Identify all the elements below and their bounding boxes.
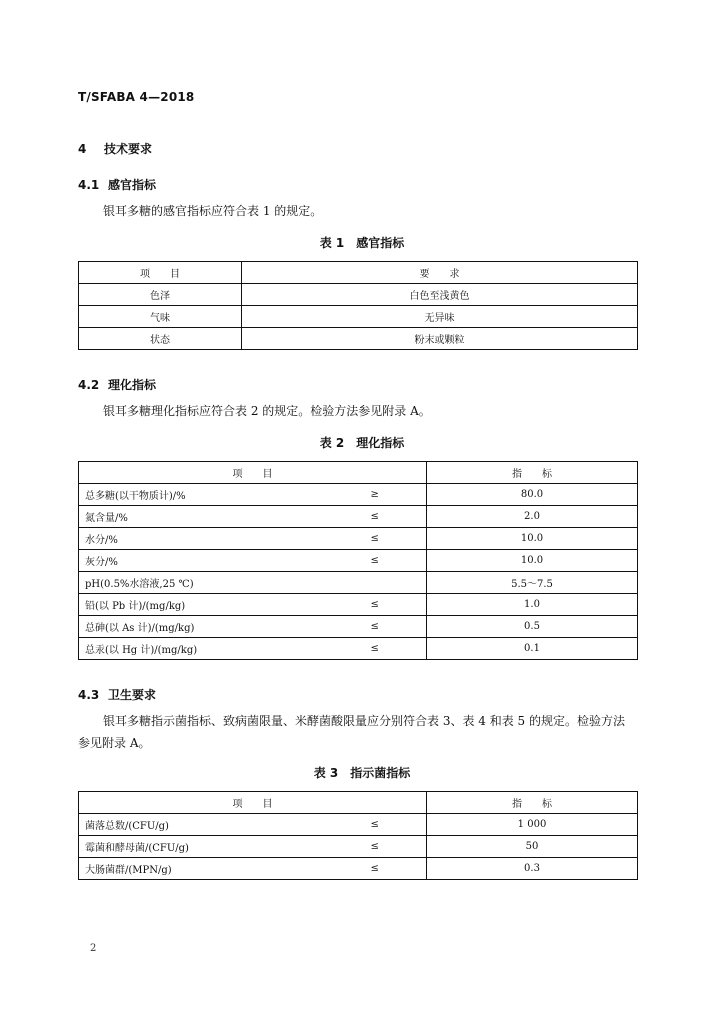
section-number: 4.2: [78, 378, 100, 392]
table-header-row: [79, 792, 638, 814]
comparator-cell: ≤: [324, 616, 427, 638]
table-row: [79, 814, 638, 836]
comparator-cell: ≤: [324, 506, 427, 528]
item-cell: 灰分/%: [79, 550, 324, 572]
value-cell: 0.5: [427, 616, 638, 638]
comparator-cell: [324, 572, 427, 594]
comparator-cell: ≤: [324, 550, 427, 572]
value-cell: 80.0: [427, 484, 638, 506]
table-row: [79, 836, 638, 858]
section-4-3-text-line-1: 银耳多糖指示菌指标、致病菌限量、米酵菌酸限量应分别符合表 3、表 4 和表 5 的规定。检验方法: [103, 714, 625, 728]
table-1-sensory: [78, 261, 638, 350]
value-cell: 1.0: [427, 594, 638, 616]
item-cell: 菌落总数/(CFU/g): [79, 814, 324, 836]
page-number: 2: [90, 943, 97, 954]
table-2-physicochemical: [78, 461, 638, 660]
requirement-cell: 白色至浅黄色: [242, 284, 638, 306]
item-cell: 霉菌和酵母菌/(CFU/g): [79, 836, 324, 858]
item-cell: 总多糖(以干物质计)/%: [79, 484, 324, 506]
requirement-cell: 粉末或颗粒: [242, 328, 638, 350]
document-header: T/SFABA 4—2018: [78, 90, 195, 104]
item-cell: 总砷(以 As 计)/(mg/kg): [79, 616, 324, 638]
column-header-requirement: 要 求: [242, 262, 638, 284]
table-3-indicator-bacteria: [78, 791, 638, 880]
value-cell: 1 000: [427, 814, 638, 836]
table-row: [79, 572, 638, 594]
section-4-heading: [78, 140, 152, 157]
table-2-caption: 表 2 理化指标: [319, 436, 405, 450]
column-header-item: 项 目: [79, 792, 427, 814]
column-header-value: 指 标: [427, 462, 638, 484]
section-title: 理化指标: [108, 378, 157, 392]
comparator-cell: ≤: [324, 638, 427, 660]
value-cell: 10.0: [427, 550, 638, 572]
section-number: 4.1: [78, 178, 100, 192]
value-cell: 50: [427, 836, 638, 858]
item-cell: 大肠菌群/(MPN/g): [79, 858, 324, 880]
table-row: [79, 528, 638, 550]
section-title: 感官指标: [108, 178, 157, 192]
table-row: [79, 638, 638, 660]
table-row: [79, 506, 638, 528]
section-number: 4.3: [78, 688, 100, 702]
table-row: [79, 550, 638, 572]
item-cell: 水分/%: [79, 528, 324, 550]
item-cell: 状态: [79, 328, 242, 350]
item-cell: 色泽: [79, 284, 242, 306]
table-row: [79, 306, 638, 328]
comparator-cell: ≤: [324, 594, 427, 616]
table-3-caption: 表 3 指示菌指标: [313, 766, 411, 780]
table-row: [79, 328, 638, 350]
table-1-caption: 表 1 感官指标: [319, 236, 405, 250]
requirement-cell: 无异味: [242, 306, 638, 328]
table-header-row: [79, 462, 638, 484]
section-4-3-text-line-2: 参见附录 A。: [78, 736, 151, 750]
column-header-item: 项 目: [79, 462, 427, 484]
table-row: [79, 284, 638, 306]
section-number: 4: [78, 142, 87, 156]
value-cell: 2.0: [427, 506, 638, 528]
comparator-cell: ≥: [324, 484, 427, 506]
section-4-1-text: 银耳多糖的感官指标应符合表 1 的规定。: [103, 204, 323, 218]
table-row: [79, 484, 638, 506]
item-cell: 铅(以 Pb 计)/(mg/kg): [79, 594, 324, 616]
value-cell: 0.3: [427, 858, 638, 880]
column-header-value: 指 标: [427, 792, 638, 814]
section-title: 技术要求: [104, 142, 153, 156]
value-cell: 0.1: [427, 638, 638, 660]
comparator-cell: ≤: [324, 858, 427, 880]
comparator-cell: ≤: [324, 836, 427, 858]
value-cell: 5.5～7.5: [427, 572, 638, 594]
column-header-item: 项 目: [79, 262, 242, 284]
section-4-3-heading: [78, 686, 156, 703]
value-cell: 10.0: [427, 528, 638, 550]
comparator-cell: ≤: [324, 814, 427, 836]
item-cell: pH(0.5%水溶液,25 ℃): [79, 572, 324, 594]
section-4-2-heading: [78, 376, 156, 393]
table-row: [79, 616, 638, 638]
table-header-row: [79, 262, 638, 284]
item-cell: 氮含量/%: [79, 506, 324, 528]
table-row: [79, 594, 638, 616]
item-cell: 气味: [79, 306, 242, 328]
item-cell: 总汞(以 Hg 计)/(mg/kg): [79, 638, 324, 660]
table-row: [79, 858, 638, 880]
section-4-1-heading: [78, 176, 156, 193]
comparator-cell: ≤: [324, 528, 427, 550]
section-title: 卫生要求: [108, 688, 157, 702]
section-4-2-text: 银耳多糖理化指标应符合表 2 的规定。检验方法参见附录 A。: [103, 404, 431, 418]
